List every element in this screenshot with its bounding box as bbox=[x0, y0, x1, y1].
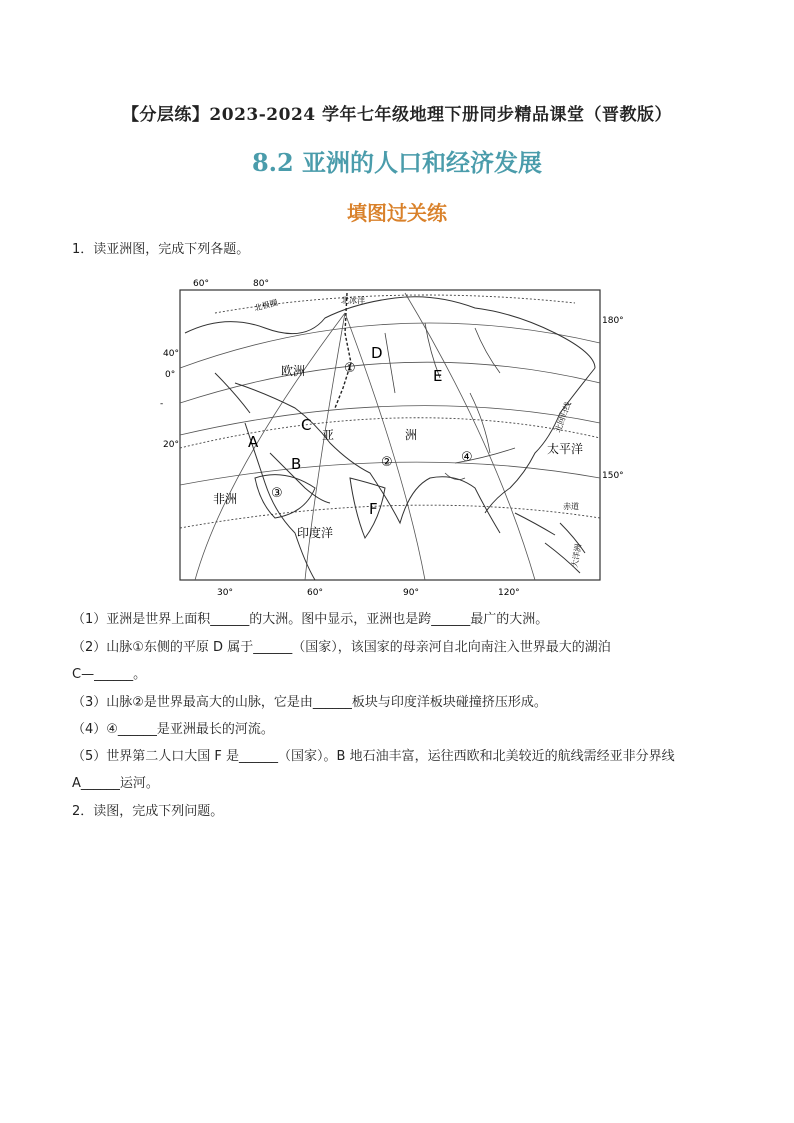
point-label-a: A bbox=[248, 433, 259, 451]
section-title: 填图过关练 bbox=[347, 201, 447, 225]
map-frame bbox=[180, 290, 600, 580]
circled-number-2: ② bbox=[381, 455, 393, 470]
q1-item-2: （2）山脉①东侧的平原 D 属于______（国家），该国家的母亲河自北向南注入世界最大的湖泊 bbox=[72, 640, 611, 655]
point-label-e: E bbox=[433, 367, 443, 385]
right-label-180: 180° bbox=[602, 316, 624, 326]
lesson-title: 8.2 亚洲的人口和经济发展 bbox=[251, 148, 543, 177]
label-arctic-ocean: 北冰洋 bbox=[341, 296, 365, 305]
point-label-c: C bbox=[301, 416, 312, 434]
label-equator: 赤道 bbox=[563, 502, 579, 511]
q1-item-5-cont: A______运河。 bbox=[72, 776, 159, 791]
lon-label-30: 30° bbox=[217, 588, 233, 598]
circled-number-1: ① bbox=[344, 361, 356, 376]
region-label-ya: 亚 bbox=[322, 428, 335, 442]
label-arctic-circle: 北极圈 bbox=[253, 298, 279, 313]
question-2-intro: 2．读图，完成下列问题。 bbox=[72, 804, 224, 819]
lon-label-90: 90° bbox=[403, 588, 419, 598]
q1-item-3: （3）山脉②是世界最高大的山脉，它是由______板块与印度洋板块碰撞挤压形成。 bbox=[72, 695, 547, 710]
right-label-150: 150° bbox=[602, 471, 624, 481]
lon-label-120: 120° bbox=[498, 588, 520, 598]
q1-item-2-cont: C—______。 bbox=[72, 667, 147, 682]
asia-map bbox=[155, 273, 625, 603]
region-label-indian-ocean: 印度洋 bbox=[297, 526, 334, 540]
region-label-africa: 非洲 bbox=[213, 492, 238, 506]
stray-mark: - bbox=[160, 399, 164, 409]
q1-item-1: （1）亚洲是世界上面积______的大洲。图中显示，亚洲也是跨______最广的大洲。 bbox=[72, 612, 549, 627]
circled-number-3: ③ bbox=[271, 486, 283, 501]
region-label-pacific: 太平洋 bbox=[547, 442, 584, 456]
lon-label-60-top: 60° bbox=[193, 279, 209, 289]
label-tropic: 北回归线 bbox=[553, 400, 573, 434]
question-1-intro: 1．读亚洲图，完成下列各题。 bbox=[72, 242, 250, 257]
lat-label-40: 40° bbox=[163, 349, 179, 359]
lat-label-0: 0° bbox=[165, 370, 176, 380]
lon-label-60: 60° bbox=[307, 588, 323, 598]
region-label-europe: 欧洲 bbox=[281, 364, 306, 378]
lat-label-20: 20° bbox=[163, 440, 179, 450]
circled-number-4: ④ bbox=[461, 450, 473, 465]
label-oceania: 大洋洲 bbox=[570, 543, 584, 569]
point-label-f: F bbox=[369, 500, 378, 518]
q1-item-5: （5）世界第二人口大国 F 是______（国家）。B 地石油丰富，运往西欧和北美较近的航线需经亚非分界线 bbox=[72, 749, 675, 764]
point-label-d: D bbox=[371, 344, 383, 362]
series-title: 【分层练】2023-2024 学年七年级地理下册同步精品课堂（晋教版） bbox=[121, 105, 673, 125]
lon-label-80-top: 80° bbox=[253, 279, 269, 289]
point-label-b: B bbox=[291, 455, 302, 473]
q1-item-4: （4）④______是亚洲最长的河流。 bbox=[72, 722, 274, 737]
region-label-zhou: 洲 bbox=[405, 428, 418, 442]
